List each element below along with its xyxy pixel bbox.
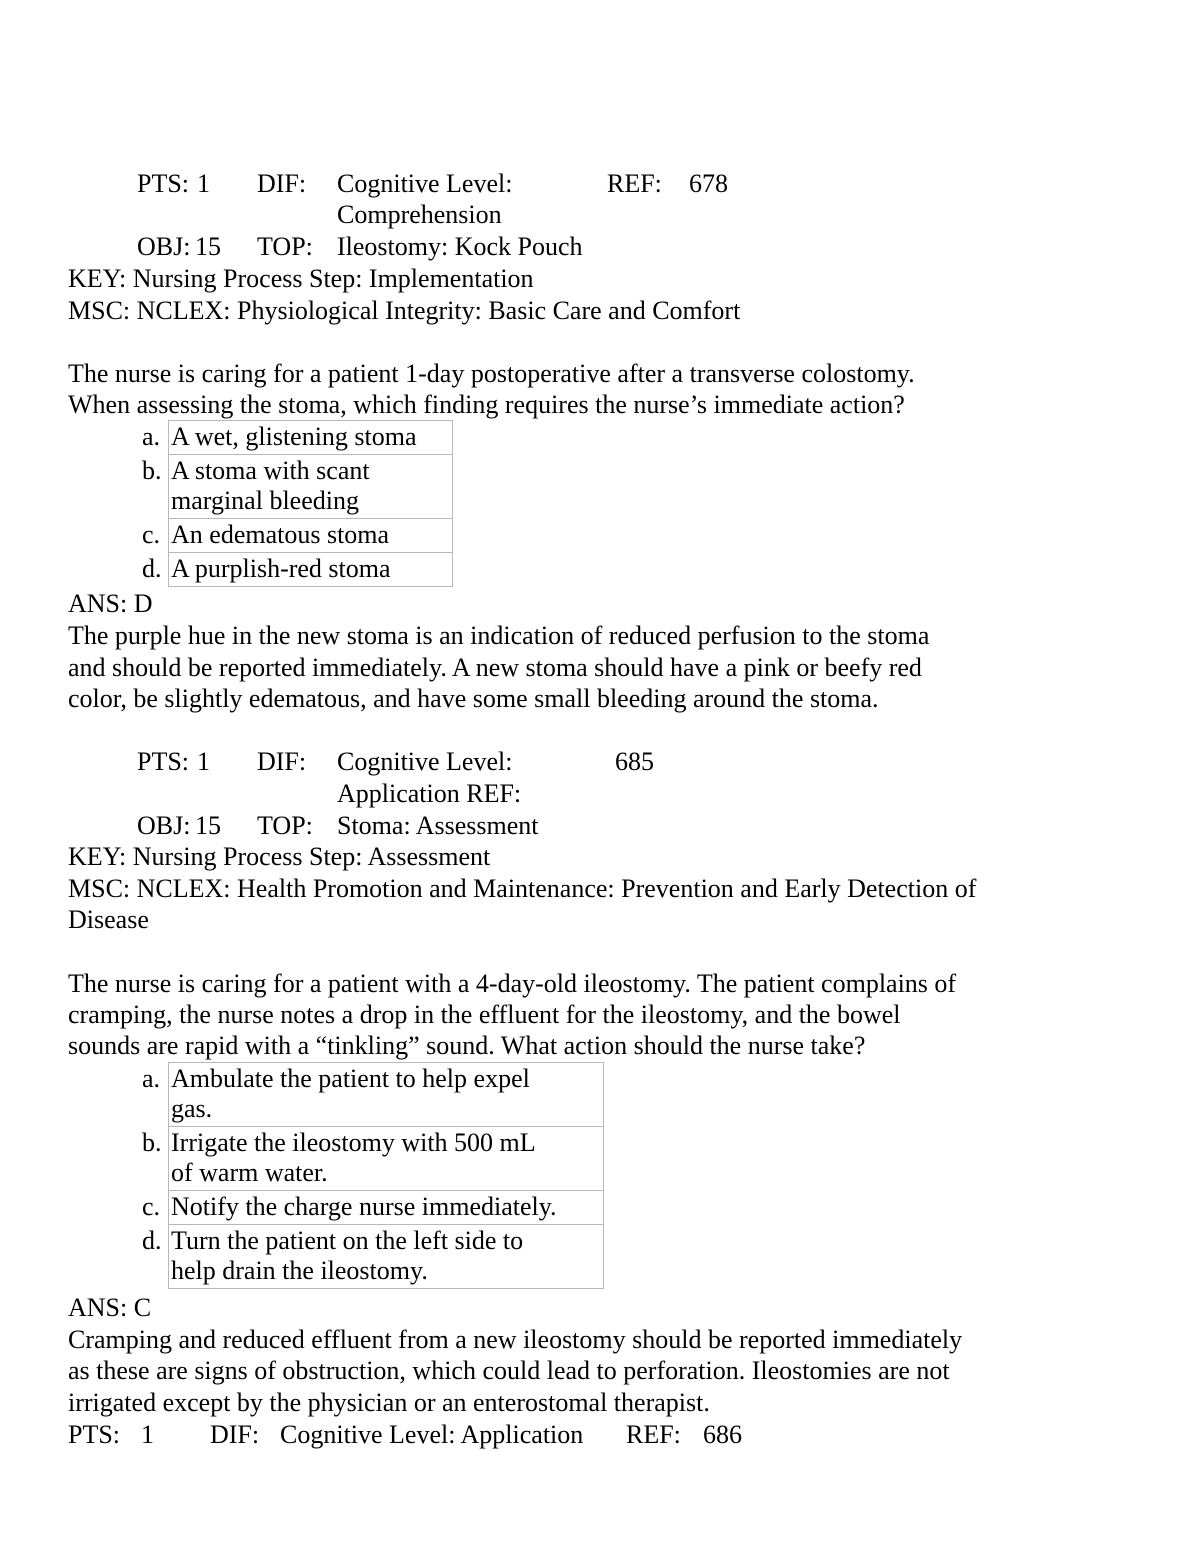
pts-label: PTS: xyxy=(68,1420,121,1449)
msc-line: Disease xyxy=(68,905,149,934)
option-row xyxy=(142,1127,604,1191)
option-row xyxy=(142,519,453,553)
dif-label: DIF: xyxy=(257,747,307,776)
obj-label: OBJ: xyxy=(137,811,191,840)
question-stem-line: When assessing the stoma, which finding requires the nurse’s immediate action? xyxy=(68,390,905,419)
rationale-line: irrigated except by the physician or an enterostomal therapist. xyxy=(68,1388,710,1417)
option-row xyxy=(142,421,453,455)
option-text: A stoma with scant marginal bleeding xyxy=(169,455,453,519)
option-text: A wet, glistening stoma xyxy=(169,421,453,455)
ref-value: 678 xyxy=(689,169,728,198)
dif-label: DIF: xyxy=(210,1420,260,1449)
option-text: Ambulate the patient to help expel gas. xyxy=(169,1063,604,1127)
rationale-line: Cramping and reduced effluent from a new ileostomy should be reported immediately xyxy=(68,1325,963,1354)
msc-line: MSC: NCLEX: Physiological Integrity: Basic Care and Comfort xyxy=(68,296,741,325)
pts-label: PTS: xyxy=(137,747,190,776)
rationale-line: and should be reported immediately. A new stoma should have a pink or beefy red xyxy=(68,653,922,682)
question-stem-line: sounds are rapid with a “tinkling” sound. What action should the nurse take? xyxy=(68,1031,866,1060)
top-value: Stoma: Assessment xyxy=(337,811,539,840)
dif-value-line1: Cognitive Level: xyxy=(337,169,513,198)
answer-line: ANS: D xyxy=(68,589,153,618)
question-stem-line: The nurse is caring for a patient 1-day postoperative after a transverse colostomy. xyxy=(68,359,915,388)
rationale-line: The purple hue in the new stoma is an indication of reduced perfusion to the stoma xyxy=(68,621,930,650)
option-text: An edematous stoma xyxy=(169,519,453,553)
options-table xyxy=(142,420,453,587)
option-row xyxy=(142,1225,604,1289)
ref-label: REF: xyxy=(626,1420,681,1449)
question-stem-line: The nurse is caring for a patient with a 4-day-old ileostomy. The patient complains of xyxy=(68,969,957,998)
option-letter: a. xyxy=(142,1063,169,1127)
dif-value-line2: Comprehension xyxy=(337,200,502,229)
ref-value: 686 xyxy=(703,1420,742,1449)
key-line: KEY: Nursing Process Step: Implementation xyxy=(68,264,534,293)
top-label: TOP: xyxy=(257,232,313,261)
pts-label: PTS: xyxy=(137,169,190,198)
key-line: KEY: Nursing Process Step: Assessment xyxy=(68,842,491,871)
dif-value-line1: Cognitive Level: xyxy=(337,747,513,776)
option-text: A purplish-red stoma xyxy=(169,553,453,587)
rationale-line: as these are signs of obstruction, which could lead to perforation. Ileostomies are not xyxy=(68,1356,950,1385)
top-value: Ileostomy: Kock Pouch xyxy=(337,232,583,261)
top-label: TOP: xyxy=(257,811,313,840)
option-row xyxy=(142,455,453,519)
option-letter: a. xyxy=(142,421,169,455)
option-text: Notify the charge nurse immediately. xyxy=(169,1191,604,1225)
option-letter: d. xyxy=(142,1225,169,1289)
rationale-line: color, be slightly edematous, and have some small bleeding around the stoma. xyxy=(68,684,879,713)
answer-line: ANS: C xyxy=(68,1293,152,1322)
ref-label: REF: xyxy=(607,169,662,198)
pts-value: 1 xyxy=(197,747,210,776)
obj-value: 15 xyxy=(195,232,221,261)
option-letter: c. xyxy=(142,1191,169,1225)
option-row xyxy=(142,1063,604,1127)
obj-value: 15 xyxy=(195,811,221,840)
pts-value: 1 xyxy=(141,1420,154,1449)
option-letter: c. xyxy=(142,519,169,553)
option-text: Irrigate the ileostomy with 500 mL of warm water. xyxy=(169,1127,604,1191)
option-row xyxy=(142,553,453,587)
option-letter: b. xyxy=(142,1127,169,1191)
dif-value-line2: Application REF: xyxy=(337,779,522,808)
options-table xyxy=(142,1062,604,1289)
option-row xyxy=(142,1191,604,1225)
dif-value: Cognitive Level: Application xyxy=(280,1420,584,1449)
obj-label: OBJ: xyxy=(137,232,191,261)
option-text: Turn the patient on the left side to help drain the ileostomy. xyxy=(169,1225,604,1289)
question-stem-line: cramping, the nurse notes a drop in the effluent for the ileostomy, and the bowel xyxy=(68,1000,901,1029)
pts-value: 1 xyxy=(197,169,210,198)
dif-label: DIF: xyxy=(257,169,307,198)
option-letter: b. xyxy=(142,455,169,519)
msc-line: MSC: NCLEX: Health Promotion and Maintenance: Prevention and Early Detection of xyxy=(68,874,977,903)
option-letter: d. xyxy=(142,553,169,587)
ref-value: 685 xyxy=(615,747,654,776)
